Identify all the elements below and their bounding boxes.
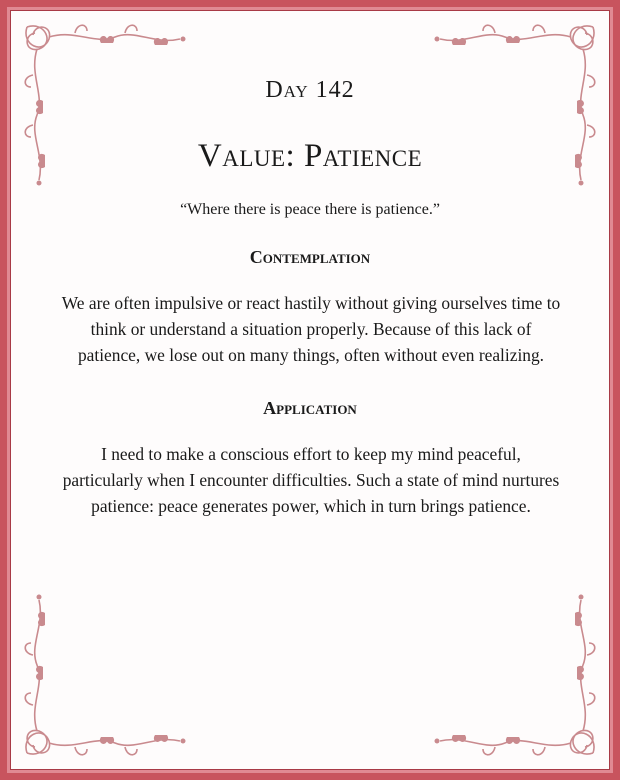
day-label: Day 142 (265, 77, 355, 103)
value-title: Value: Patience (197, 138, 423, 174)
corner-ornament-bottom-right (425, 585, 605, 765)
paper (10, 10, 610, 770)
application-text: I need to make a conscious effort to keep my mind peaceful, particularly when I encounter difficulties. Such a state of mind nurtures patience: peace generates power, which in turn brings patience. (62, 444, 560, 516)
application-heading: Application (263, 398, 357, 418)
corner-ornament-bottom-left (15, 585, 195, 765)
contemplation-text: We are often impulsive or react hastily without giving ourselves time to think or understand a situation properly. Because of this lack of patience, we lose out on many things, often without even realizing. (61, 293, 561, 365)
contemplation-heading: Contemplation (249, 247, 371, 267)
frame-inner-border (7, 7, 613, 773)
page-content (61, 11, 559, 519)
quote: “Where there is peace there is patience.” (180, 201, 440, 218)
